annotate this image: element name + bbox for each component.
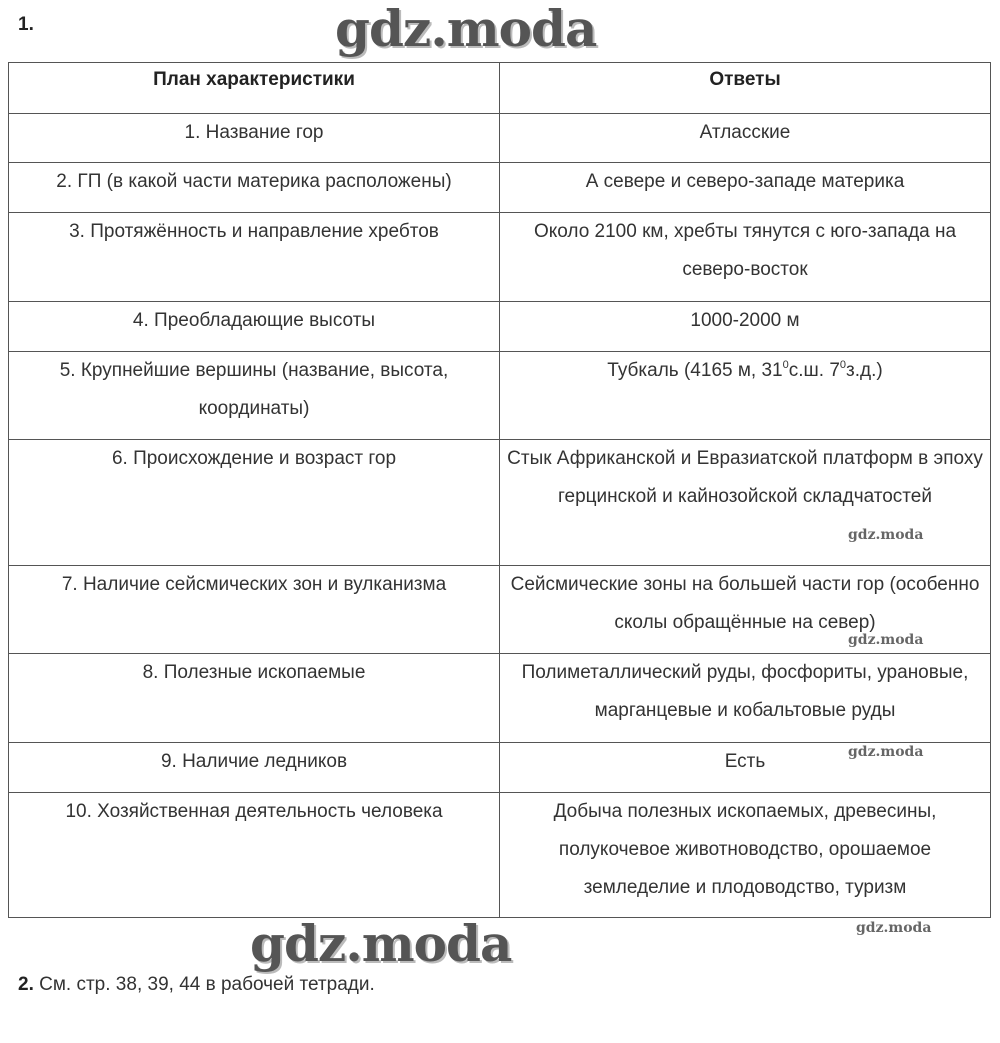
watermark: gdz.moda [250, 914, 512, 973]
answer-cell: А севере и северо-западе материка [500, 163, 991, 213]
table-row [9, 163, 991, 213]
answer-cell: Есть [500, 743, 991, 793]
task-1-number: 1. [18, 14, 34, 35]
plan-cell: 4. Преобладающие высоты [9, 302, 500, 352]
plan-cell: 8. Полезные ископаемые [9, 654, 500, 743]
plan-cell: 1. Название гор [9, 114, 500, 163]
answer-cell: Полиметаллический руды, фосфориты, урановые, марганцевые и кобальтовые руды [500, 654, 991, 743]
degree-sup: 0 [782, 359, 789, 371]
answer-cell: Добыча полезных ископаемых, древесины, полукочевое животноводство, орошаемое земледелие и плодоводство, туризм [500, 793, 991, 918]
table-row [9, 440, 991, 566]
table-row [9, 743, 991, 793]
answer-text: Тубкаль (4165 м, 31 [607, 360, 783, 381]
watermark: gdz.moda [856, 920, 932, 936]
watermark: gdz.moda [848, 527, 924, 543]
table-header-row [9, 63, 991, 114]
table-row [9, 302, 991, 352]
plan-cell: 5. Крупнейшие вершины (название, высота, координаты) [9, 352, 500, 440]
answer-cell: 1000-2000 м [500, 302, 991, 352]
answer-text: з.д.) [846, 360, 883, 381]
plan-cell: 7. Наличие сейсмических зон и вулканизма [9, 566, 500, 654]
answer-cell: Стык Африканской и Евразиатской платформ в эпоху герцинской и кайнозойской складчатостей [500, 440, 991, 566]
plan-cell: 9. Наличие ледников [9, 743, 500, 793]
plan-cell: 2. ГП (в какой части материка расположены) [9, 163, 500, 213]
header-plan: План характеристики [9, 63, 500, 114]
watermark: gdz.moda [848, 632, 924, 648]
task-2-text: См. стр. 38, 39, 44 в рабочей тетради. [33, 974, 375, 995]
degree-sup: 0 [839, 359, 847, 371]
answer-cell: Около 2100 км, хребты тянутся с юго-запада на северо-восток [500, 213, 991, 302]
table-row [9, 793, 991, 918]
watermark: gdz.moda [335, 0, 597, 58]
table-row [9, 114, 991, 163]
watermark: gdz.moda [848, 744, 924, 760]
header-answers: Ответы [500, 63, 991, 114]
table-row [9, 566, 991, 654]
characteristics-table [8, 62, 991, 918]
answer-cell [500, 352, 991, 440]
table-row [9, 213, 991, 302]
table-row [9, 654, 991, 743]
plan-cell: 10. Хозяйственная деятельность человека [9, 793, 500, 918]
answer-text: с.ш. 7 [788, 360, 840, 381]
answer-cell: Сейсмические зоны на большей части гор (особенно сколы обращённые на север) [500, 566, 991, 654]
task-2 [18, 974, 375, 996]
plan-cell: 3. Протяжённость и направление хребтов [9, 213, 500, 302]
table-row [9, 352, 991, 440]
task-2-number: 2. [18, 974, 34, 995]
plan-cell: 6. Происхождение и возраст гор [9, 440, 500, 566]
answer-cell: Атласские [500, 114, 991, 163]
